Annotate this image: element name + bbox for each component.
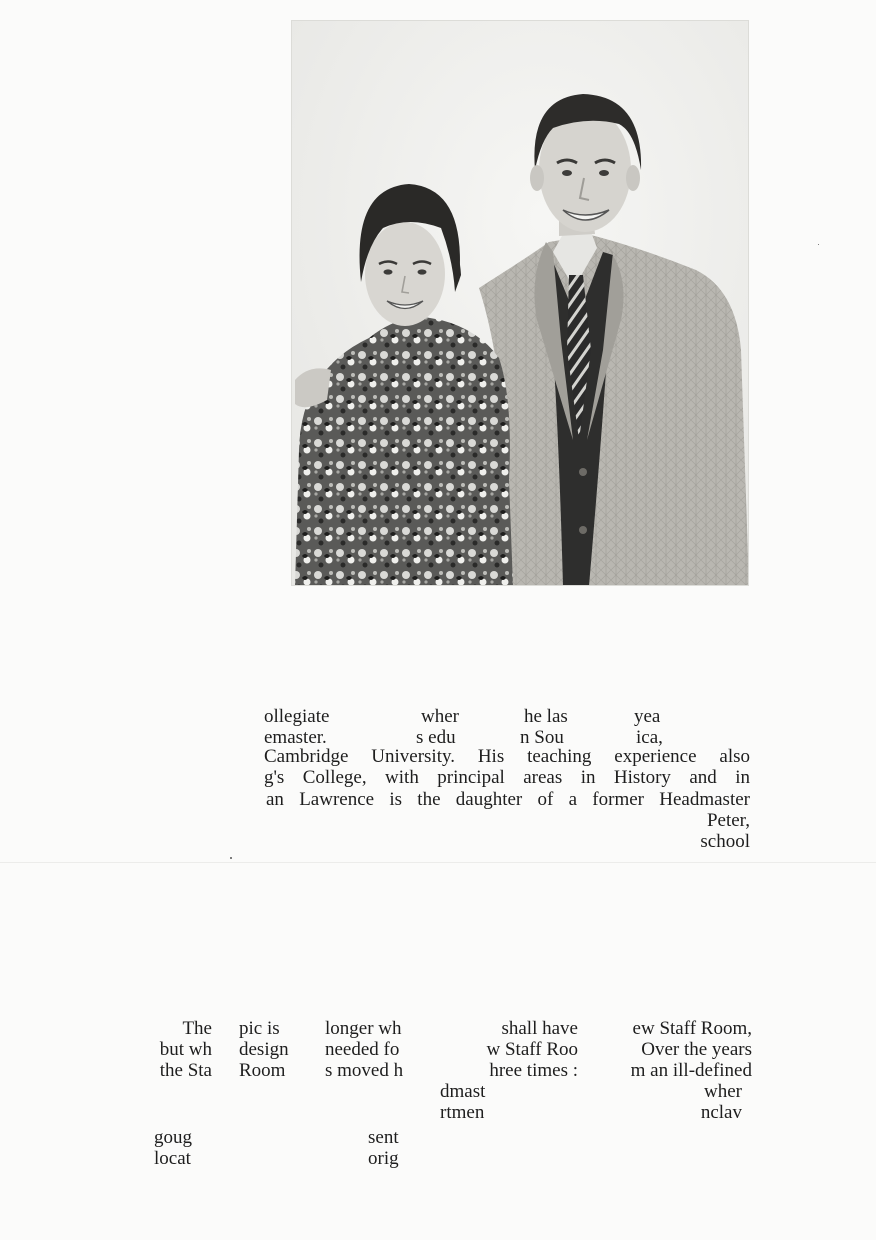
bio-line-6: Peter, bbox=[706, 810, 750, 831]
staffroom-col3-line-3: s moved h bbox=[325, 1060, 404, 1081]
staffroom-bottom-left-line-1: goug bbox=[154, 1127, 192, 1148]
staffroom-col2-line-1: pic is bbox=[239, 1018, 280, 1039]
staffroom-col1-line-1: The bbox=[182, 1018, 212, 1039]
portrait-photograph bbox=[291, 20, 749, 586]
bio-line-2-word-2: s edu bbox=[416, 727, 456, 748]
bio-line-2-word-3: n Sou bbox=[520, 727, 564, 748]
staffroom-bottom-left-line-2: locat bbox=[154, 1148, 191, 1169]
staffroom-col4-line-4: dmast bbox=[440, 1081, 486, 1102]
bio-line-1-word-2: wher bbox=[421, 706, 459, 727]
staffroom-bottom-mid-line-2: orig bbox=[368, 1148, 399, 1169]
page-fold-line bbox=[0, 862, 876, 863]
staffroom-bottom-mid-line-1: sent bbox=[368, 1127, 399, 1148]
print-speck bbox=[818, 244, 819, 245]
staffroom-col5-line-3: m an ill-defined bbox=[630, 1060, 752, 1081]
bio-line-2-word-4: ica, bbox=[636, 727, 663, 748]
print-speck bbox=[230, 857, 232, 859]
staffroom-col5-line-2: Over the years bbox=[641, 1039, 752, 1060]
bio-line-1-word-4: yea bbox=[634, 706, 661, 727]
bio-line-3: Cambridge University. His teaching experience also bbox=[264, 746, 750, 767]
staffroom-col5-line-4: wher bbox=[704, 1081, 742, 1102]
bio-line-5: an Lawrence is the daughter of a former Headmaster bbox=[266, 789, 750, 810]
bio-line-1-word-1: ollegiate bbox=[264, 706, 330, 727]
bio-line-2-word-1: emaster. bbox=[264, 727, 327, 748]
staffroom-col3-line-2: needed fo bbox=[325, 1039, 400, 1060]
bio-line-7: school bbox=[700, 831, 750, 852]
staffroom-col3-line-1: longer wh bbox=[325, 1018, 402, 1039]
staffroom-col4-line-3: hree times : bbox=[489, 1060, 578, 1081]
staffroom-col4-line-1: shall have bbox=[501, 1018, 578, 1039]
staffroom-col4-line-5: rtmen bbox=[440, 1102, 485, 1123]
staffroom-col2-line-3: Room bbox=[239, 1060, 286, 1081]
staffroom-col4-line-2: w Staff Roo bbox=[486, 1039, 578, 1060]
bio-line-4: g's College, with principal areas in History and in bbox=[264, 767, 750, 788]
staffroom-col1-line-3: the Sta bbox=[159, 1060, 212, 1081]
staffroom-col5-line-5: nclav bbox=[700, 1102, 742, 1123]
staffroom-col1-line-2: but wh bbox=[159, 1039, 212, 1060]
couple-portrait-icon bbox=[291, 20, 749, 586]
staffroom-col5-line-1: ew Staff Room, bbox=[632, 1018, 752, 1039]
staffroom-col2-line-2: design bbox=[239, 1039, 289, 1060]
bio-line-1-word-3: he las bbox=[524, 706, 568, 727]
